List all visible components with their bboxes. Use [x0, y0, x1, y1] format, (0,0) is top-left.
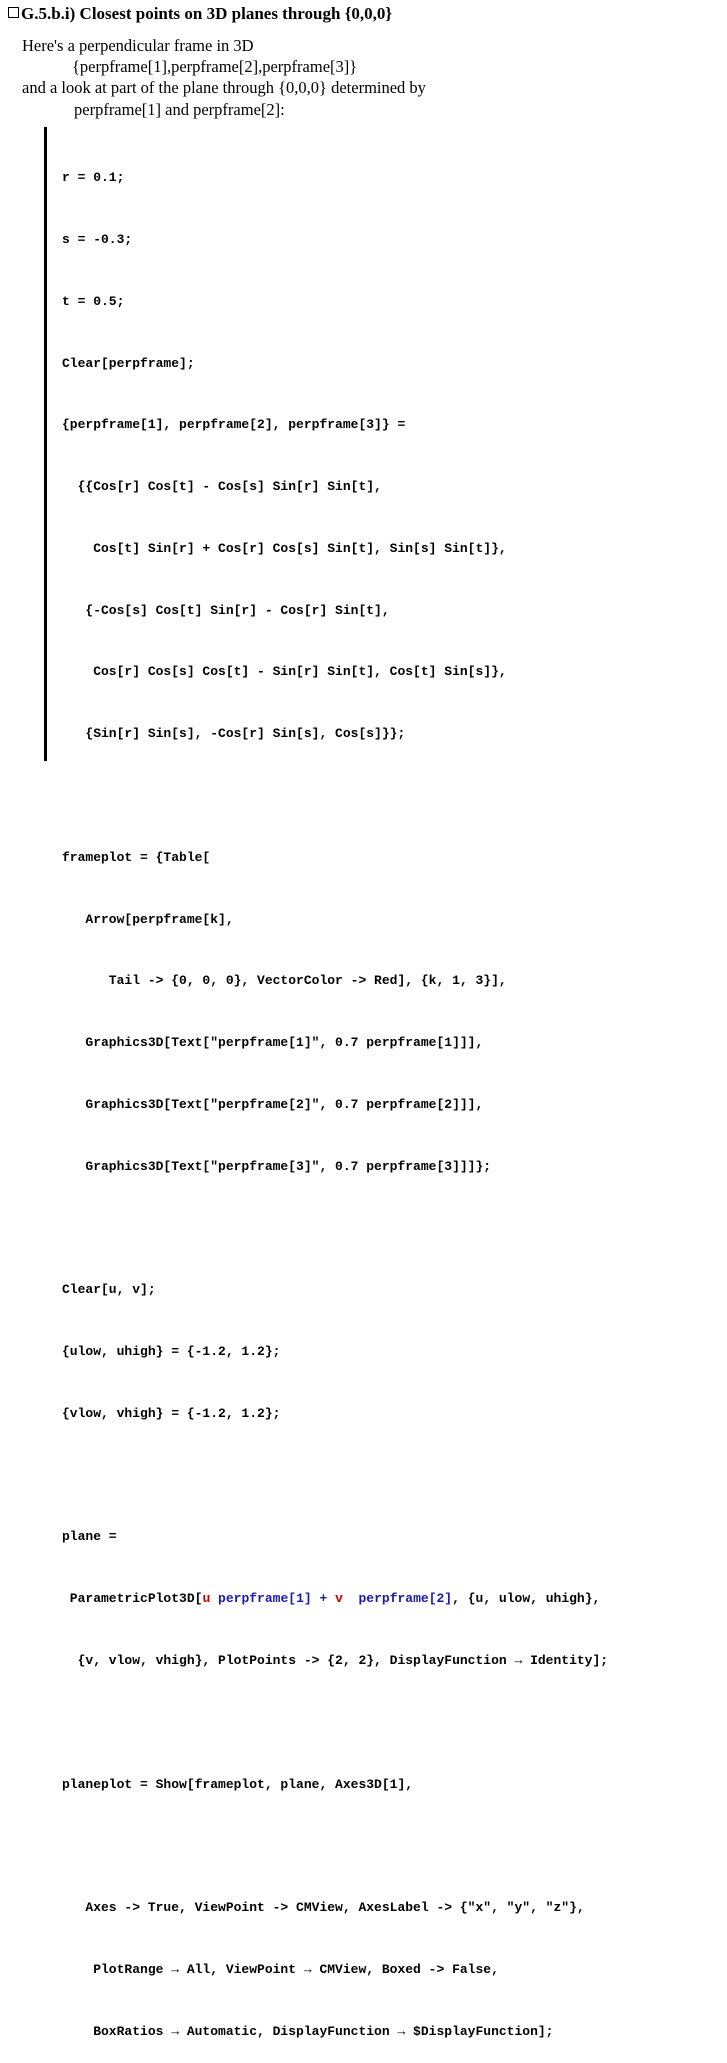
code-text: ParametricPlot3D[ [62, 1591, 203, 1607]
code-line [62, 1466, 608, 1487]
code-line: {perpframe[1], perpframe[2], perpframe[3]} = [62, 417, 406, 433]
code-line: Axes -> True, ViewPoint -> CMView, AxesLabel -> {"x", "y", "z"}, [62, 1900, 585, 1916]
code-line: {{Cos[r] Cos[t] - Cos[s] Sin[r] Sin[t], [62, 479, 382, 495]
intro-line-2: {perpframe[1],perpframe[2],perpframe[3]} [72, 57, 358, 76]
code-line: s = -0.3; [62, 231, 133, 247]
code-line-parametric [62, 1589, 608, 1610]
code-line: Graphics3D[Text["perpframe[3]", 0.7 perpframe[3]]]}; [62, 1158, 492, 1174]
code-plus: + [311, 1591, 336, 1607]
code-line [62, 1218, 608, 1239]
code-line: {Sin[r] Sin[s], -Cos[r] Sin[s], Cos[s]}}; [62, 726, 406, 742]
code-line [62, 1836, 608, 1857]
intro-line-3: and a look at part of the plane through {0,0,0} determined by [22, 78, 426, 97]
cell-checkbox[interactable] [8, 7, 19, 18]
code-line: Clear[perpframe]; [62, 355, 195, 371]
code-line: frameplot = {Table[ [62, 849, 211, 865]
code-var-u: u [202, 1591, 211, 1607]
code-line: {v, vlow, vhigh}, PlotPoints -> {2, 2}, DisplayFunction → Identity]; [62, 1652, 609, 1668]
section-title: G.5.b.i) Closest points on 3D planes through {0,0,0} [21, 4, 393, 23]
code-line: {vlow, vhigh} = {-1.2, 1.2}; [62, 1405, 281, 1421]
code-line: r = 0.1; [62, 170, 125, 186]
intro-line-1: Here's a perpendicular frame in 3D [22, 36, 254, 55]
section-heading [8, 4, 392, 24]
code-line: Tail -> {0, 0, 0}, VectorColor -> Red], {k, 1, 3}], [62, 973, 507, 989]
code-line [62, 1713, 608, 1734]
code-input-cell[interactable] [62, 127, 608, 2063]
code-line: BoxRatios → Automatic, DisplayFunction → $DisplayFunction]; [62, 2023, 554, 2039]
code-line: plane = [62, 1529, 117, 1545]
code-line: {-Cos[s] Cos[t] Sin[r] - Cos[r] Sin[t], [62, 602, 390, 618]
code-perpframe-2: perpframe[2] [342, 1591, 453, 1607]
code-line: {ulow, uhigh} = {-1.2, 1.2}; [62, 1344, 281, 1360]
code-var-v: v [335, 1591, 343, 1607]
code-line: Clear[u, v]; [62, 1282, 156, 1298]
code-line [62, 786, 608, 807]
code-line: PlotRange → All, ViewPoint → CMView, Boxed -> False, [62, 1961, 499, 1977]
code-line: Cos[t] Sin[r] + Cos[r] Cos[s] Sin[t], Sin[s] Sin[t]}, [62, 540, 507, 556]
code-line: Arrow[perpframe[k], [62, 911, 234, 927]
code-line: t = 0.5; [62, 293, 125, 309]
code-line: Graphics3D[Text["perpframe[2]", 0.7 perpframe[2]]], [62, 1096, 484, 1112]
code-line: Graphics3D[Text["perpframe[1]", 0.7 perpframe[1]]], [62, 1035, 484, 1051]
input-cell-bracket[interactable] [44, 127, 47, 761]
code-text: , {u, ulow, uhigh}, [452, 1591, 601, 1607]
code-line: planeplot = Show[frameplot, plane, Axes3D[1], [62, 1776, 414, 1792]
code-perpframe-1: perpframe[1] [210, 1591, 312, 1607]
code-line: Cos[r] Cos[s] Cos[t] - Sin[r] Sin[t], Cos[t] Sin[s]}, [62, 664, 507, 680]
intro-line-4: perpframe[1] and perpframe[2]: [74, 100, 285, 119]
